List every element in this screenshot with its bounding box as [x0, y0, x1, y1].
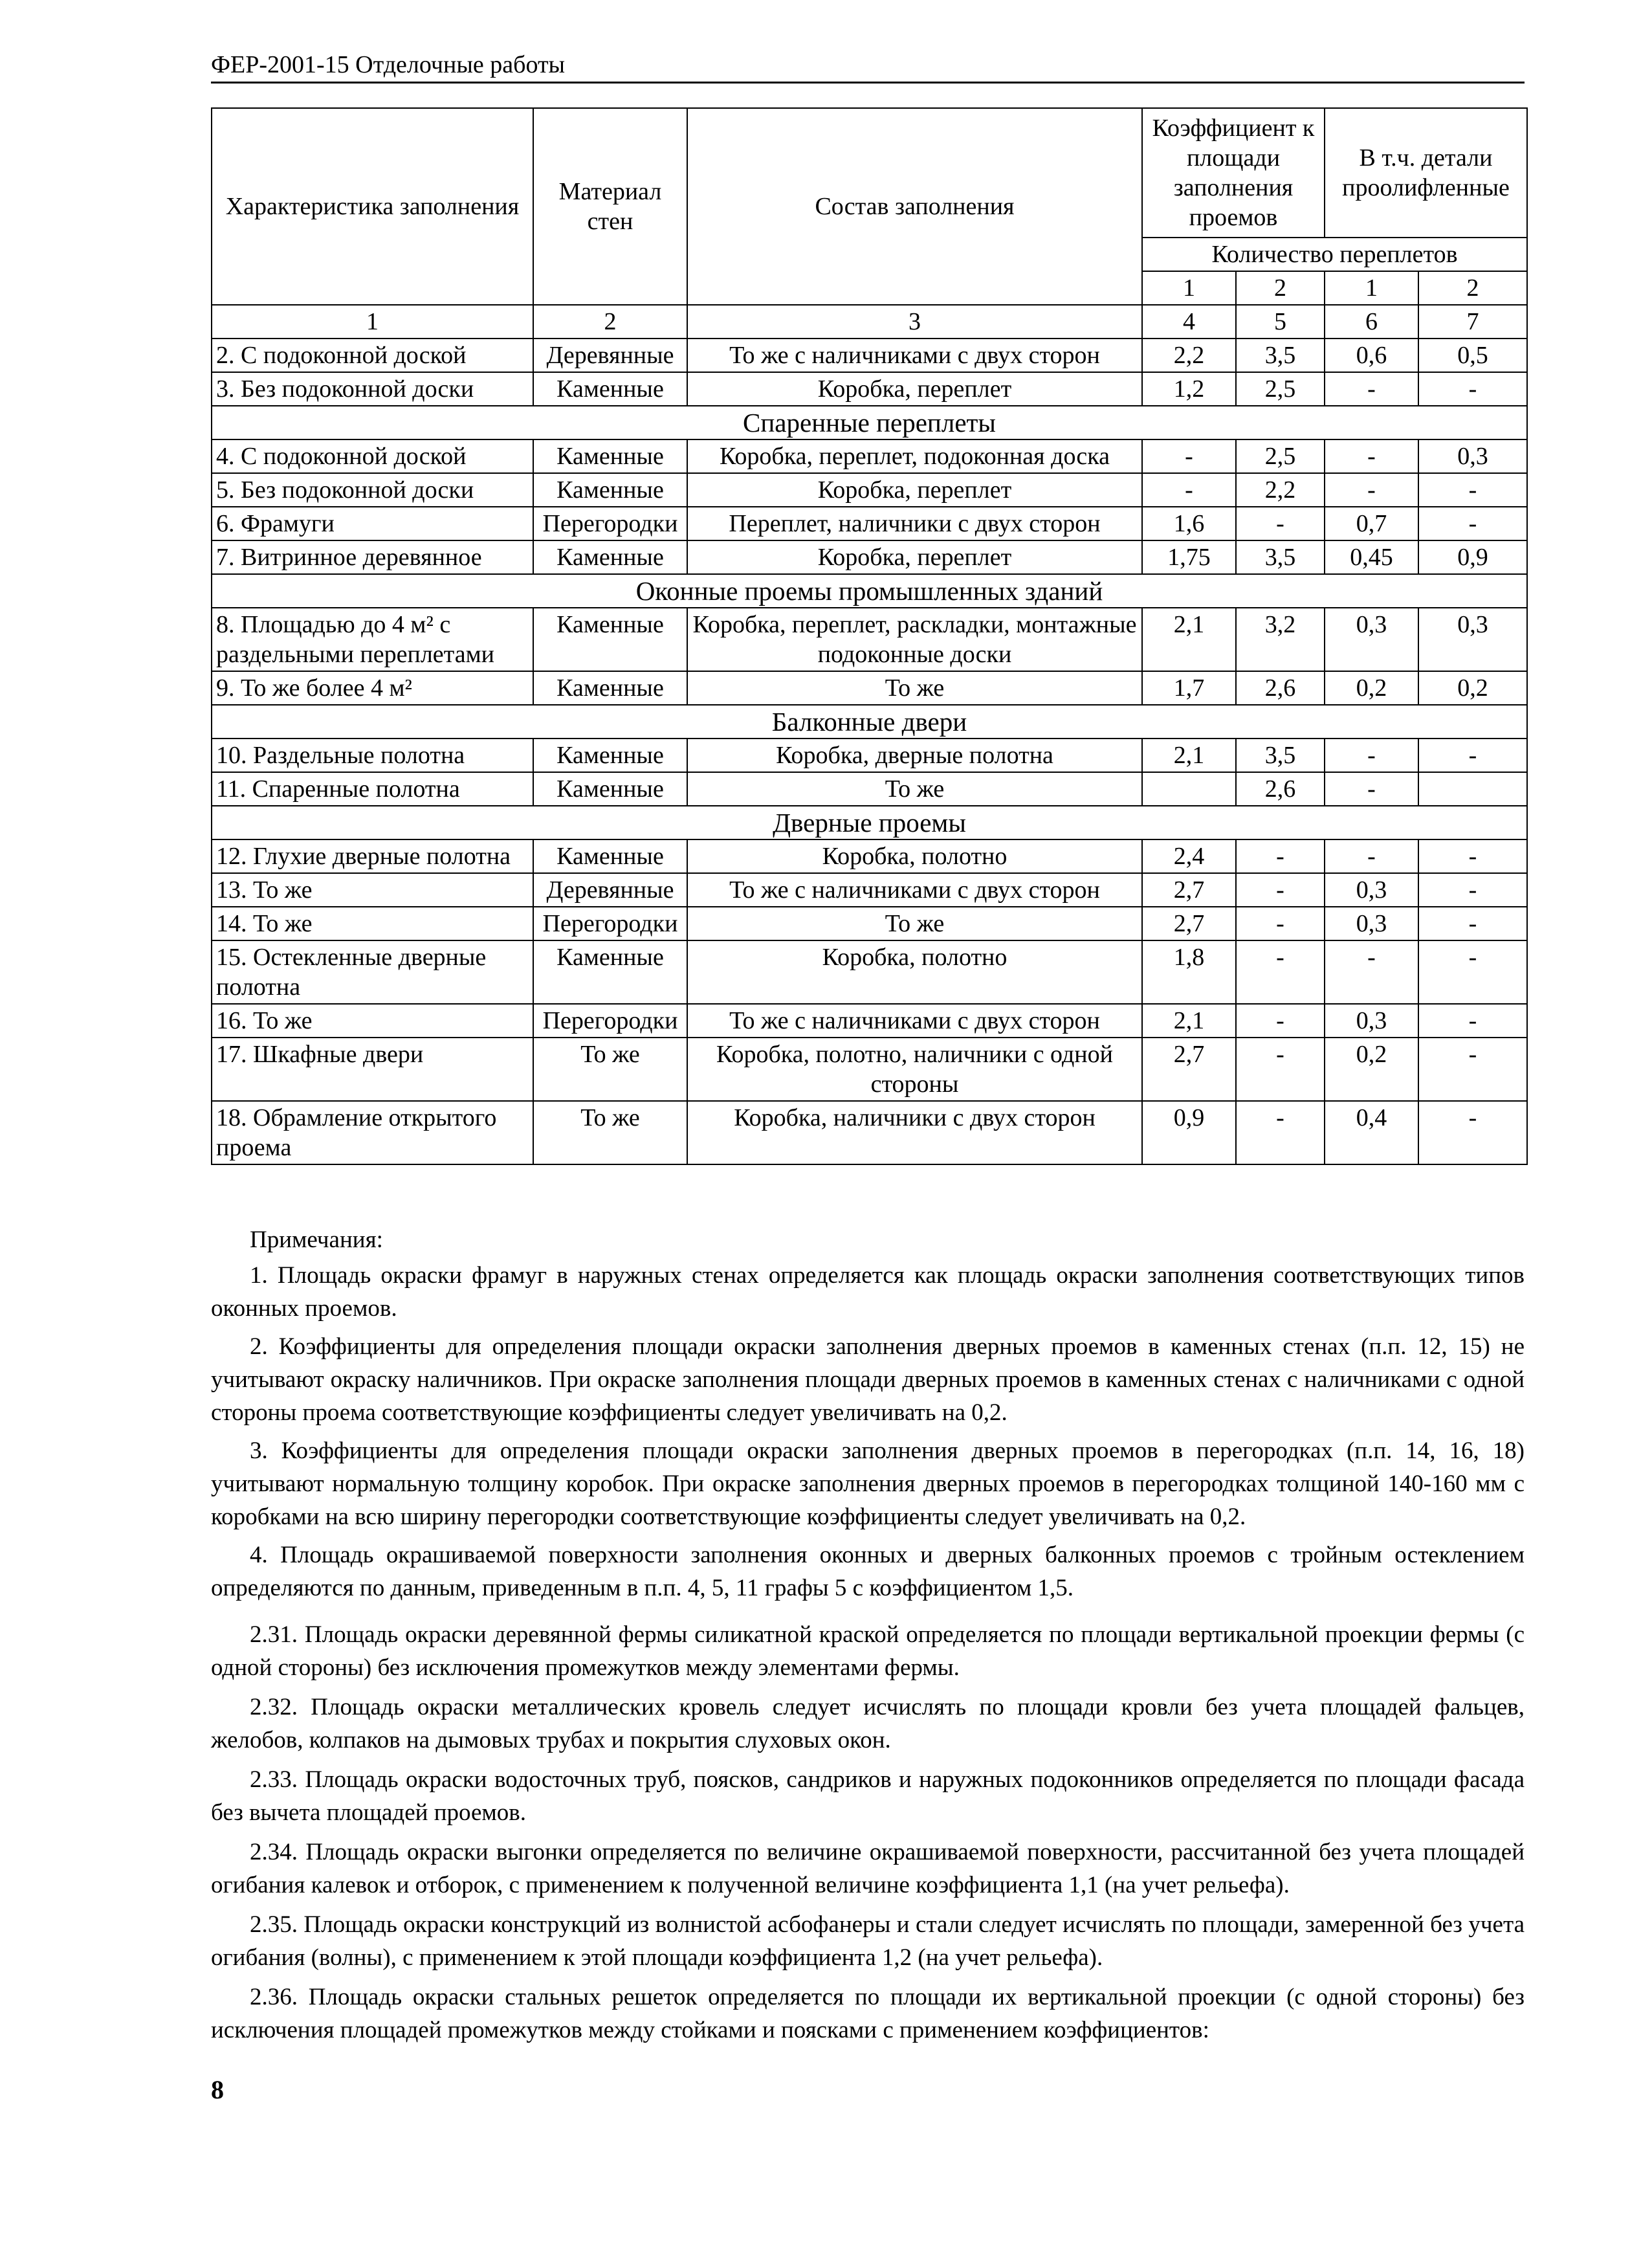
table-cell: -: [1418, 507, 1527, 540]
section-title: Балконные двери: [212, 705, 1527, 739]
section-header-row: [212, 406, 1527, 439]
table-cell: -: [1418, 1004, 1527, 1038]
table-cell: -: [1325, 473, 1418, 507]
table-cell: -: [1236, 907, 1325, 940]
table-cell: 2,7: [1142, 1038, 1236, 1101]
table-cell: Коробка, переплет: [687, 372, 1142, 406]
paragraph: 2.34. Площадь окраски выгонки определяется по величине окрашиваемой поверхности, рассчитанной без учета площадей огибания калевок и отборок, с применением к полученной величине коэффициента 1,1 (на учет рельефа).: [211, 1839, 1525, 1898]
table-cell: 9. То же более 4 м²: [212, 671, 533, 705]
table-cell: -: [1236, 1038, 1325, 1101]
table-cell: 10. Раздельные полотна: [212, 739, 533, 772]
table-row: [212, 772, 1527, 806]
table-cell: 6. Фрамуги: [212, 507, 533, 540]
table-cell: 1,2: [1142, 372, 1236, 406]
table-cell: -: [1142, 439, 1236, 473]
table-cell: 4. С подоконной доской: [212, 439, 533, 473]
table-cell: То же с наличниками с двух сторон: [687, 1004, 1142, 1038]
table-row: [212, 1101, 1527, 1164]
table-cell: 0,45: [1325, 540, 1418, 574]
section-header-row: [212, 705, 1527, 739]
table-cell: 2,7: [1142, 873, 1236, 907]
table-cell: 12. Глухие дверные полотна: [212, 839, 533, 873]
table-cell: 0,5: [1418, 339, 1527, 372]
table-cell: 7. Витринное деревянное: [212, 540, 533, 574]
table-cell: -: [1418, 839, 1527, 873]
table-cell: 3,5: [1236, 540, 1325, 574]
table-cell: 2,2: [1142, 339, 1236, 372]
table-cell: -: [1418, 907, 1527, 940]
table-cell: -: [1325, 372, 1418, 406]
header-cell-coefficient: Коэффициент к площади заполнения проемов: [1142, 108, 1325, 238]
table-cell: 2: [533, 305, 687, 339]
table-cell: 2,6: [1236, 671, 1325, 705]
table-cell: Каменные: [533, 772, 687, 806]
table-cell: 2,5: [1236, 372, 1325, 406]
table-cell: -: [1325, 772, 1418, 806]
table-cell: Коробка, полотно, наличники с одной стороны: [687, 1038, 1142, 1101]
table-cell: -: [1142, 473, 1236, 507]
header-cell-n1: 1: [1142, 271, 1236, 305]
table-cell: -: [1236, 1101, 1325, 1164]
table-cell: 3,5: [1236, 339, 1325, 372]
note-item: 4. Площадь окрашиваемой поверхности заполнения оконных и дверных балконных проемов с тройным остеклением определяются по данным, приведенным в п.п. 4, 5, 11 графы 5 с коэффициентом 1,5.: [211, 1542, 1525, 1601]
table-cell: -: [1325, 940, 1418, 1004]
table-cell: Перегородки: [533, 507, 687, 540]
table-cell: 3: [687, 305, 1142, 339]
note-item: 2. Коэффициенты для определения площади окраски заполнения дверных проемов в каменных стенах (п.п. 12, 15) не учитывают окраску наличников. При окраске заполнения площади дверных проемов в каменных стенах с наличниками с одной стороны проема соответствующие коэффициенты следует увеличивать на 0,2.: [211, 1333, 1525, 1426]
paragraph: 2.35. Площадь окраски конструкций из волнистой асбофанеры и стали следует исчислять по площади, замеренной без учета огибания (волны), с применением к этой площади коэффициента 1,2 (на учет рельефа).: [211, 1911, 1525, 1971]
header-cell-characteristic: Характеристика заполнения: [212, 108, 533, 305]
paragraph: 2.33. Площадь окраски водосточных труб, поясков, сандриков и наружных подоконников определяется по площади фасада без вычета площадей проемов.: [211, 1766, 1525, 1826]
table-cell: -: [1418, 1038, 1527, 1101]
table-cell: [1418, 772, 1527, 806]
table-cell: 1,6: [1142, 507, 1236, 540]
table-cell: 1,75: [1142, 540, 1236, 574]
table-cell: Деревянные: [533, 339, 687, 372]
table-cell: 4: [1142, 305, 1236, 339]
header-cell-material: Материал стен: [533, 108, 687, 305]
table-cell: 2. С подоконной доской: [212, 339, 533, 372]
table-cell: Коробка, переплет, раскладки, монтажные подоконные доски: [687, 608, 1142, 671]
table-cell: -: [1418, 473, 1527, 507]
table-cell: 2,5: [1236, 439, 1325, 473]
table-row: [212, 608, 1527, 671]
table-cell: 0,2: [1325, 1038, 1418, 1101]
table-cell: -: [1236, 940, 1325, 1004]
section-title: Спаренные переплеты: [212, 406, 1527, 439]
table-cell: -: [1236, 1004, 1325, 1038]
table-cell: 0,6: [1325, 339, 1418, 372]
table-cell: Каменные: [533, 940, 687, 1004]
table-cell: То же с наличниками с двух сторон: [687, 339, 1142, 372]
table-cell: Каменные: [533, 839, 687, 873]
table-cell: 5: [1236, 305, 1325, 339]
notes-title: Примечания:: [250, 1227, 383, 1253]
table-cell: 13. То же: [212, 873, 533, 907]
table-cell: [1142, 772, 1236, 806]
section-title: Оконные проемы промышленных зданий: [212, 574, 1527, 608]
table-cell: 1,7: [1142, 671, 1236, 705]
table-cell: 0,3: [1418, 608, 1527, 671]
table-row: [212, 372, 1527, 406]
table-row: [212, 1004, 1527, 1038]
running-header: ФЕР-2001-15 Отделочные работы: [211, 49, 1525, 83]
table-cell: Перегородки: [533, 1004, 687, 1038]
table-cell: 3. Без подоконной доски: [212, 372, 533, 406]
coefficients-table: [211, 107, 1528, 1165]
table-cell: То же с наличниками с двух сторон: [687, 873, 1142, 907]
header-cell-composition: Состав заполнения: [687, 108, 1142, 305]
table-row: [212, 339, 1527, 372]
table-row: [212, 473, 1527, 507]
table-cell: Каменные: [533, 439, 687, 473]
table-cell: 1: [212, 305, 533, 339]
table-row: [212, 907, 1527, 940]
table-cell: Коробка, переплет, подоконная доска: [687, 439, 1142, 473]
table-cell: -: [1236, 507, 1325, 540]
table-cell: 14. То же: [212, 907, 533, 940]
table-cell: Коробка, полотно: [687, 940, 1142, 1004]
table-cell: 15. Остекленные дверные полотна: [212, 940, 533, 1004]
table-cell: Каменные: [533, 473, 687, 507]
table-cell: 2,1: [1142, 739, 1236, 772]
table-cell: 0,2: [1418, 671, 1527, 705]
table-cell: То же: [533, 1101, 687, 1164]
header-cell-n4: 2: [1418, 271, 1527, 305]
table-cell: -: [1236, 873, 1325, 907]
table-cell: То же: [687, 907, 1142, 940]
paragraph: 2.32. Площадь окраски металлических кровель следует исчислять по площади кровли без учета площадей фальцев, желобов, колпаков на дымовых трубах и покрытия слуховых окон.: [211, 1694, 1525, 1753]
table-row: [212, 540, 1527, 574]
table-cell: 2,4: [1142, 839, 1236, 873]
table-cell: -: [1325, 839, 1418, 873]
table-cell: Коробка, наличники с двух сторон: [687, 1101, 1142, 1164]
table-cell: 11. Спаренные полотна: [212, 772, 533, 806]
table-cell: То же: [533, 1038, 687, 1101]
table-cell: 3,2: [1236, 608, 1325, 671]
table-cell: 17. Шкафные двери: [212, 1038, 533, 1101]
table-cell: -: [1325, 439, 1418, 473]
table-cell: Каменные: [533, 671, 687, 705]
table-cell: 0,7: [1325, 507, 1418, 540]
table-cell: То же: [687, 772, 1142, 806]
table-row: [212, 507, 1527, 540]
table-row: [212, 839, 1527, 873]
table-cell: 0,3: [1325, 1004, 1418, 1038]
table-cell: 7: [1418, 305, 1527, 339]
table-cell: Коробка, переплет: [687, 540, 1142, 574]
table-cell: Каменные: [533, 608, 687, 671]
table-cell: Каменные: [533, 739, 687, 772]
table-cell: Деревянные: [533, 873, 687, 907]
table-cell: Перегородки: [533, 907, 687, 940]
section-header-row: [212, 574, 1527, 608]
table-cell: -: [1325, 739, 1418, 772]
page-number: 8: [211, 2075, 224, 2104]
table-cell: 0,9: [1418, 540, 1527, 574]
table-cell: 5. Без подоконной доски: [212, 473, 533, 507]
table-cell: -: [1418, 1101, 1527, 1164]
table-cell: 0,3: [1418, 439, 1527, 473]
table-cell: Каменные: [533, 372, 687, 406]
table-cell: 2,1: [1142, 1004, 1236, 1038]
table-cell: Коробка, переплет: [687, 473, 1142, 507]
table-cell: Переплет, наличники с двух сторон: [687, 507, 1142, 540]
note-item: 1. Площадь окраски фрамуг в наружных стенах определяется как площадь окраски заполнения соответствующих типов оконных проемов.: [211, 1262, 1525, 1322]
table-cell: 0,2: [1325, 671, 1418, 705]
table-cell: Коробка, полотно: [687, 839, 1142, 873]
table-cell: -: [1418, 873, 1527, 907]
table-cell: 18. Обрамление открытого проема: [212, 1101, 533, 1164]
section-header-row: [212, 806, 1527, 839]
body-paragraphs: [211, 1618, 1525, 2053]
table-row: [212, 873, 1527, 907]
table-row: [212, 439, 1527, 473]
table-cell: 2,1: [1142, 608, 1236, 671]
table-cell: 0,3: [1325, 873, 1418, 907]
header-cell-n3: 1: [1325, 271, 1418, 305]
table-cell: 0,4: [1325, 1101, 1418, 1164]
table-cell: Каменные: [533, 540, 687, 574]
table-cell: 8. Площадью до 4 м² с раздельными переплетами: [212, 608, 533, 671]
table-cell: 2,6: [1236, 772, 1325, 806]
table-cell: 0,3: [1325, 907, 1418, 940]
table-cell: -: [1418, 940, 1527, 1004]
table-cell: 2,2: [1236, 473, 1325, 507]
table-cell: 16. То же: [212, 1004, 533, 1038]
table-cell: То же: [687, 671, 1142, 705]
header-cell-frame-count: Количество переплетов: [1142, 238, 1527, 271]
table-row: [212, 671, 1527, 705]
table-cell: 1,8: [1142, 940, 1236, 1004]
table-cell: 0,3: [1325, 608, 1418, 671]
paragraph: 2.36. Площадь окраски стальных решеток определяется по площади их вертикальной проекции (с одной стороны) без исключения площадей промежутков между стойками и поясками с применением коэффициентов:: [211, 1984, 1525, 2043]
table-row: [212, 940, 1527, 1004]
table-cell: 3,5: [1236, 739, 1325, 772]
table-cell: -: [1418, 739, 1527, 772]
table-row: [212, 305, 1527, 339]
table-cell: 2,7: [1142, 907, 1236, 940]
header-cell-oiled-parts: В т.ч. детали проолифленные: [1325, 108, 1527, 238]
table-row: [212, 739, 1527, 772]
table-row: [212, 1038, 1527, 1101]
table-cell: 6: [1325, 305, 1418, 339]
table-cell: -: [1418, 372, 1527, 406]
table-cell: Коробка, дверные полотна: [687, 739, 1142, 772]
table-cell: 0,9: [1142, 1101, 1236, 1164]
notes-block: [211, 1223, 1525, 1610]
paragraph: 2.31. Площадь окраски деревянной фермы силикатной краской определяется по площади вертикальной проекции фермы (с одной стороны) без исключения промежутков между элементами фермы.: [211, 1621, 1525, 1681]
header-cell-n2: 2: [1236, 271, 1325, 305]
table-cell: -: [1236, 839, 1325, 873]
section-title: Дверные проемы: [212, 806, 1527, 839]
note-item: 3. Коэффициенты для определения площади окраски заполнения дверных проемов в перегородках (п.п. 14, 16, 18) учитывают нормальную толщину коробок. При окраске заполнения дверных проемов в перегородках толщиной 140-160 мм с коробками на всю ширину перегородки соответствующие коэффициенты следует увеличивать на 0,2.: [211, 1438, 1525, 1530]
